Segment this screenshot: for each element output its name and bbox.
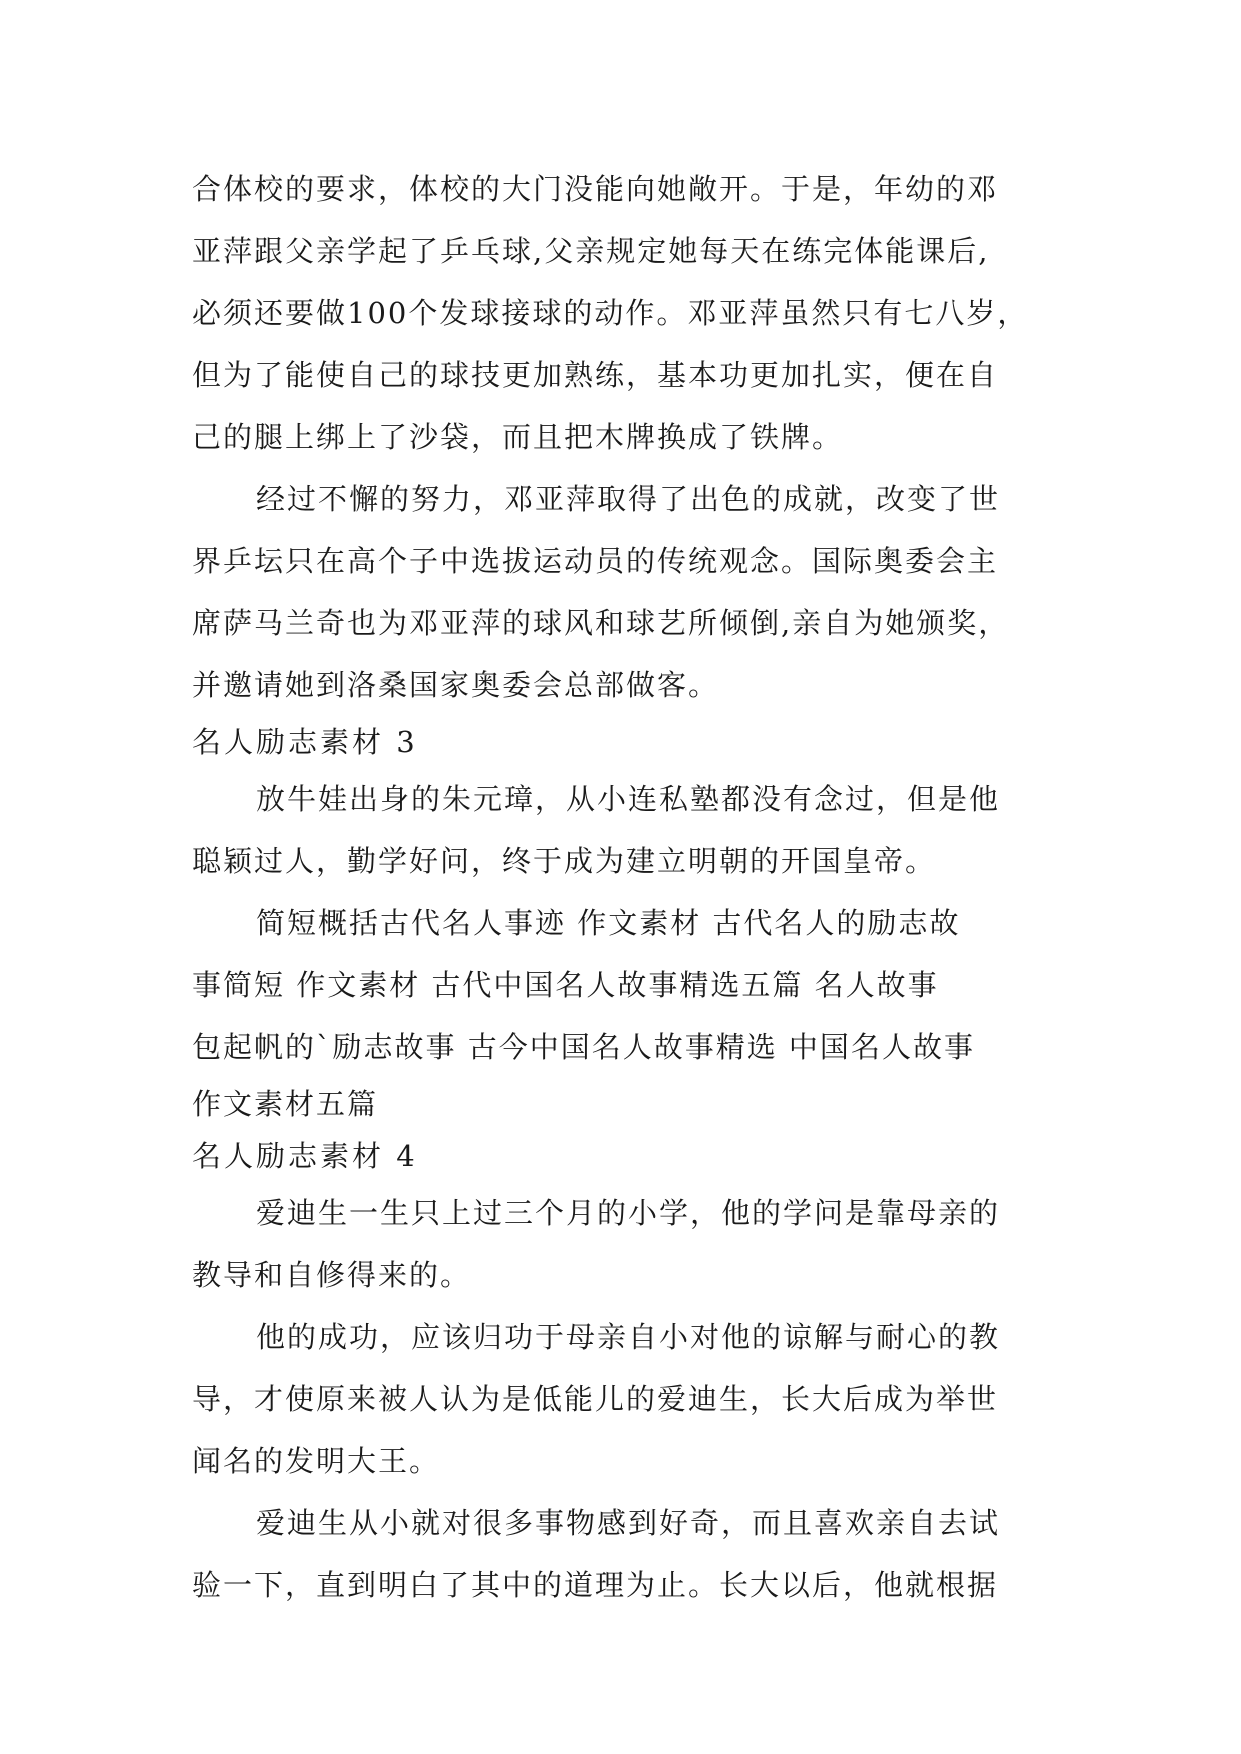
paragraph-line: 教导和自修得来的。 — [192, 1258, 472, 1292]
related-links-line: 作文素材五篇 — [192, 1087, 379, 1121]
paragraph-line: 但为了能使自己的球技更加熟练，基本功更加扎实，便在自 — [192, 358, 999, 392]
paragraph-line: 必须还要做100个发球接球的动作。邓亚萍虽然只有七八岁， — [192, 296, 1029, 330]
paragraph-line: 验一下，直到明白了其中的道理为止。长大以后，他就根据 — [192, 1568, 999, 1602]
related-links-line: 包起帆的`励志故事 古今中国名人故事精选 中国名人故事 — [192, 1030, 975, 1064]
related-links-line: 事简短 作文素材 古代中国名人故事精选五篇 名人故事 — [192, 968, 939, 1002]
paragraph-line: 爱迪生一生只上过三个月的小学，他的学问是靠母亲的 — [256, 1196, 1001, 1230]
paragraph-line: 己的腿上绑上了沙袋，而且把木牌换成了铁牌。 — [192, 420, 844, 454]
paragraph-line: 合体校的要求，体校的大门没能向她敞开。于是，年幼的邓 — [192, 172, 999, 206]
paragraph-line: 他的成功，应该归功于母亲自小对他的谅解与耐心的教 — [256, 1320, 1001, 1354]
paragraph-line: 导，才使原来被人认为是低能儿的爱迪生，长大后成为举世 — [192, 1382, 999, 1416]
paragraph-line: 经过不懈的努力，邓亚萍取得了出色的成就，改变了世 — [256, 482, 1001, 516]
paragraph-line: 聪颖过人，勤学好问，终于成为建立明朝的开国皇帝。 — [192, 844, 937, 878]
paragraph-line: 闻名的发明大王。 — [192, 1444, 441, 1478]
paragraph-line: 放牛娃出身的朱元璋，从小连私塾都没有念过，但是他 — [256, 782, 1001, 816]
paragraph-line: 爱迪生从小就对很多事物感到好奇，而且喜欢亲自去试 — [256, 1506, 1001, 1540]
paragraph-line: 席萨马兰奇也为邓亚萍的球风和球艺所倾倒,亲自为她颁奖， — [192, 606, 1010, 640]
document-body — [192, 158, 1072, 1616]
paragraph-line: 并邀请她到洛桑国家奥委会总部做客。 — [192, 668, 720, 702]
section-heading: 名人励志素材 3 — [192, 725, 418, 759]
section-heading: 名人励志素材 4 — [192, 1139, 418, 1173]
paragraph-line: 亚萍跟父亲学起了乒乓球,父亲规定她每天在练完体能课后, — [192, 234, 990, 268]
related-links-line: 简短概括古代名人事迹 作文素材 古代名人的励志故 — [256, 906, 961, 940]
paragraph-line: 界乒坛只在高个子中选拔运动员的传统观念。国际奥委会主 — [192, 544, 999, 578]
